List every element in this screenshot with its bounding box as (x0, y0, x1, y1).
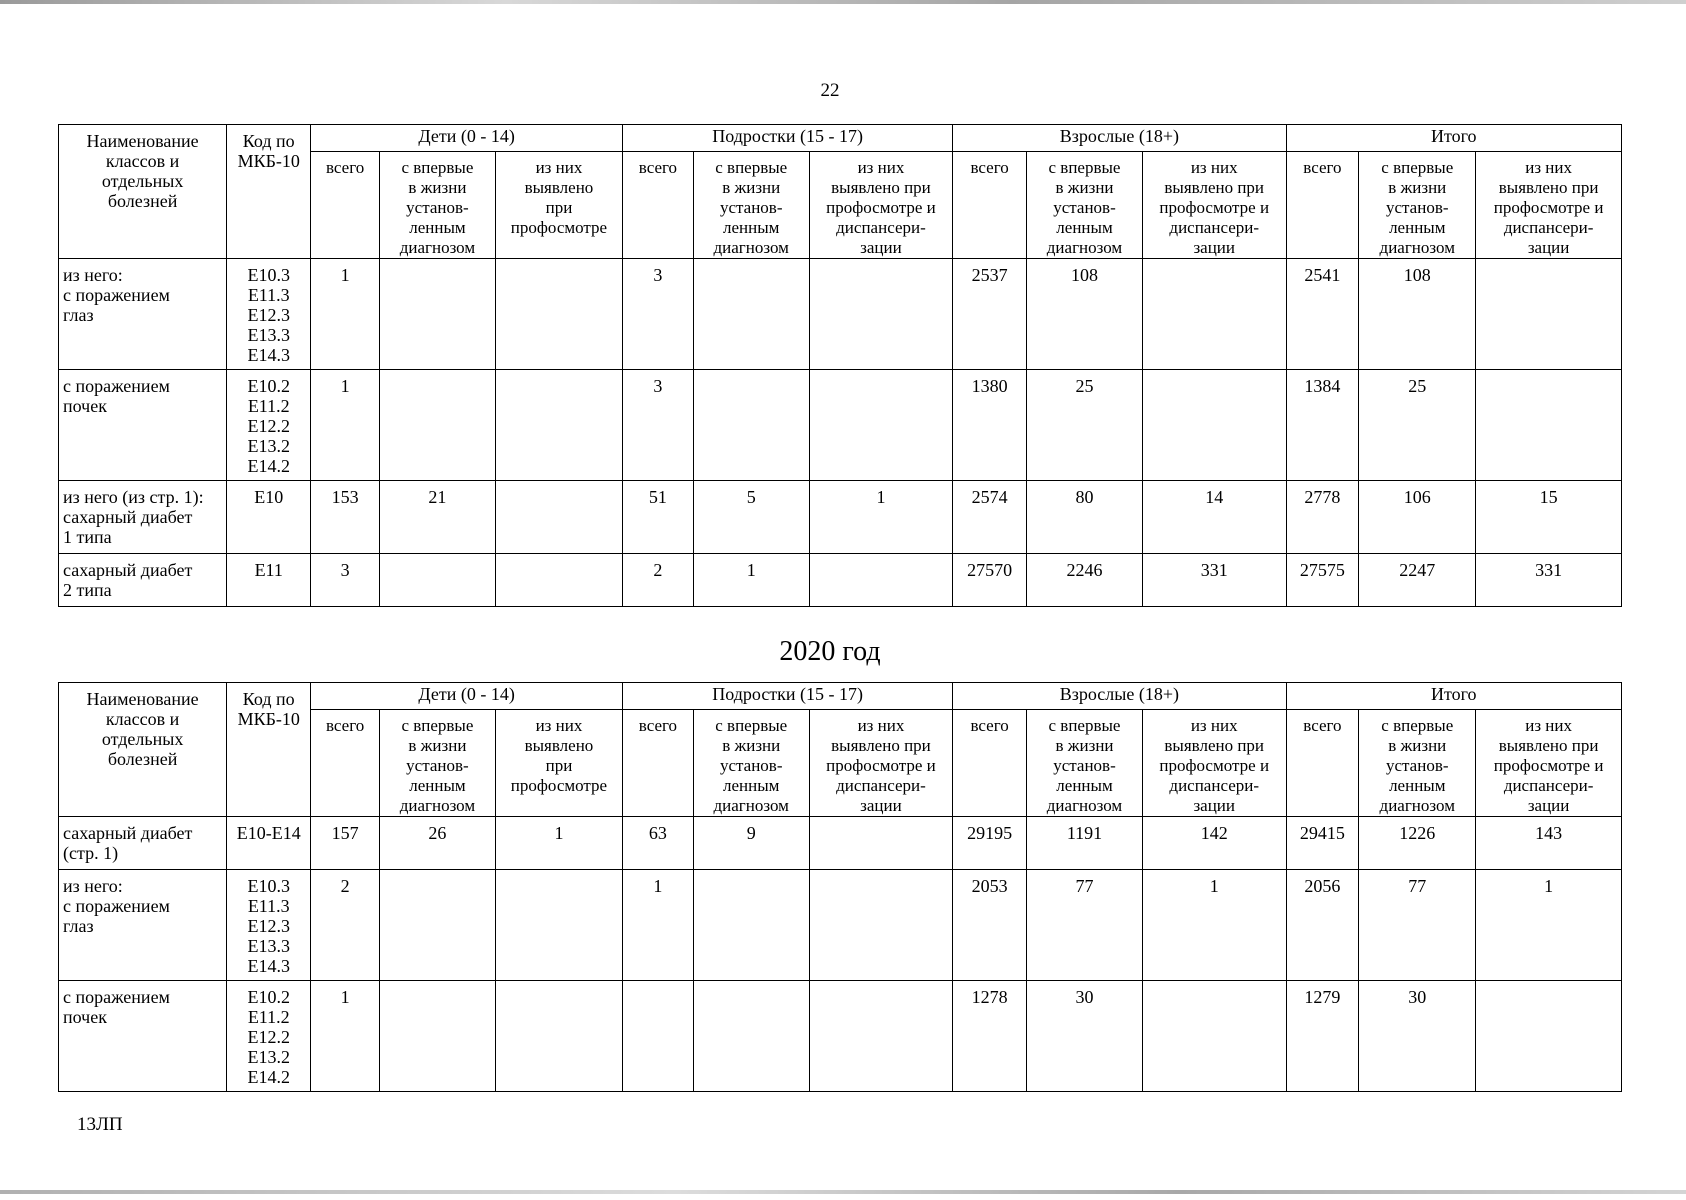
text-line: установ- (1053, 198, 1116, 217)
text-line: ленным (1056, 218, 1113, 237)
header-group-2: Взрослые (18+) (953, 125, 1286, 152)
value-cell (693, 370, 809, 481)
value-cell: 63 (623, 817, 694, 870)
value-cell: 15 (1476, 481, 1622, 554)
value-cell (495, 870, 622, 981)
header-first-diagnosis (1359, 710, 1476, 817)
text-line: E12.3 (247, 916, 290, 936)
value-cell (379, 981, 495, 1092)
value-cell (809, 817, 953, 870)
header-total: всего (1286, 152, 1359, 259)
table-row (59, 870, 1622, 981)
text-line: E10.2 (247, 987, 290, 1007)
text-line: диспансери- (836, 218, 926, 237)
text-line: с поражением (63, 987, 170, 1007)
value-cell (495, 981, 622, 1092)
text-line: E14.3 (247, 956, 290, 976)
text-line: Код по (242, 131, 295, 151)
text-line: с впервые (401, 716, 474, 735)
text-line: почек (63, 396, 107, 416)
text-line: с поражением (63, 376, 170, 396)
text-line: в жизни (408, 178, 467, 197)
text-line: установ- (1053, 756, 1116, 775)
row-code (227, 981, 311, 1092)
text-line: выявлено при (1164, 178, 1265, 197)
value-cell (379, 554, 495, 607)
header-row-groups (59, 683, 1622, 710)
value-cell: 3 (311, 554, 380, 607)
value-cell: 29415 (1286, 817, 1359, 870)
text-line: E14.3 (247, 345, 290, 365)
table-body (59, 259, 1622, 607)
row-code (227, 817, 311, 870)
value-cell: 2 (623, 554, 694, 607)
header-total: всего (953, 710, 1027, 817)
text-line: выявлено (524, 178, 594, 197)
value-cell: 1 (495, 817, 622, 870)
value-cell: 25 (1359, 370, 1476, 481)
text-line: МКБ-10 (237, 709, 300, 729)
text-line: ленным (723, 776, 780, 795)
text-line: сахарный диабет (63, 823, 193, 843)
value-cell (693, 259, 809, 370)
value-cell: 1 (1142, 870, 1286, 981)
text-line: с впервые (401, 158, 474, 177)
value-cell: 2056 (1286, 870, 1359, 981)
value-cell (623, 981, 694, 1092)
value-cell: 1278 (953, 981, 1027, 1092)
header-detected (1476, 152, 1622, 259)
text-line: с впервые (1381, 158, 1454, 177)
row-code (227, 554, 311, 607)
text-line: диагнозом (399, 238, 476, 257)
text-line: E12.2 (247, 1027, 290, 1047)
value-cell (809, 870, 953, 981)
table-row (59, 481, 1622, 554)
header-group-3: Итого (1286, 125, 1622, 152)
table-header (59, 683, 1622, 817)
text-line: E13.2 (247, 436, 290, 456)
value-cell: 1 (809, 481, 953, 554)
value-cell: 108 (1359, 259, 1476, 370)
value-cell (379, 370, 495, 481)
value-cell (809, 554, 953, 607)
value-cell: 2778 (1286, 481, 1359, 554)
value-cell: 51 (623, 481, 694, 554)
table-body (59, 817, 1622, 1092)
text-line: болезней (107, 749, 178, 769)
text-line: E12.3 (247, 305, 290, 325)
text-line: выявлено (524, 736, 594, 755)
value-cell: 108 (1027, 259, 1143, 370)
text-line: диспансери- (1169, 218, 1260, 237)
row-code (227, 259, 311, 370)
text-line: выявлено при (1498, 736, 1599, 755)
row-label (59, 981, 227, 1092)
text-line: зации (1527, 796, 1570, 815)
text-line: профосмотре (510, 776, 608, 795)
text-line: профосмотре и (1159, 198, 1270, 217)
value-cell: 27570 (953, 554, 1027, 607)
scan-edge-top (0, 0, 1686, 4)
page-number: 22 (820, 80, 840, 101)
value-cell: 2541 (1286, 259, 1359, 370)
header-first-diagnosis (379, 152, 495, 259)
text-line: из него: (63, 265, 123, 285)
header-detected (1476, 710, 1622, 817)
text-line: глаз (63, 916, 94, 936)
value-cell (495, 554, 622, 607)
header-row-groups (59, 125, 1622, 152)
row-label (59, 259, 227, 370)
text-line: диагнозом (1379, 238, 1455, 257)
text-line: с впервые (715, 716, 788, 735)
text-line: E11.2 (247, 1007, 290, 1027)
value-cell: 1191 (1027, 817, 1143, 870)
value-cell (693, 981, 809, 1092)
text-line: профосмотре и (826, 198, 936, 217)
header-detected (495, 152, 622, 259)
header-group-1: Подростки (15 - 17) (623, 683, 953, 710)
value-cell (495, 370, 622, 481)
text-line: в жизни (1055, 736, 1114, 755)
value-cell (379, 259, 495, 370)
text-line: 1 типа (63, 527, 112, 547)
value-cell: 77 (1027, 870, 1143, 981)
value-cell: 1384 (1286, 370, 1359, 481)
value-cell: 5 (693, 481, 809, 554)
text-line: E10 (254, 487, 284, 507)
text-line: с впервые (1381, 716, 1454, 735)
row-label (59, 370, 227, 481)
header-group-0: Дети (0 - 14) (311, 683, 623, 710)
value-cell: 157 (311, 817, 380, 870)
value-cell: 3 (623, 370, 694, 481)
text-line: диагнозом (713, 796, 789, 815)
value-cell (379, 870, 495, 981)
value-cell: 1 (311, 370, 380, 481)
text-line: установ- (719, 756, 783, 775)
value-cell: 21 (379, 481, 495, 554)
header-total: всего (953, 152, 1027, 259)
text-line: ленным (409, 218, 466, 237)
header-first-diagnosis (693, 710, 809, 817)
text-line: диспансери- (1169, 776, 1260, 795)
text-line: при (545, 756, 573, 775)
text-line: из них (857, 158, 905, 177)
text-line: в жизни (722, 736, 781, 755)
text-line: в жизни (1388, 736, 1447, 755)
text-line: классов и (105, 709, 180, 729)
text-line: диагнозом (399, 796, 476, 815)
text-line: из него (из стр. 1): (63, 487, 204, 507)
row-label (59, 554, 227, 607)
table-row (59, 981, 1622, 1092)
text-line: диагнозом (713, 238, 789, 257)
text-line: в жизни (1055, 178, 1114, 197)
text-line: установ- (1386, 198, 1449, 217)
value-cell: 30 (1359, 981, 1476, 1092)
text-line: зации (1527, 238, 1570, 257)
section-title: 2020 год (779, 636, 881, 667)
text-line: E11.3 (247, 896, 290, 916)
text-line: E13.3 (247, 325, 290, 345)
table-row (59, 370, 1622, 481)
table-row (59, 554, 1622, 607)
text-line: ленным (1389, 776, 1446, 795)
value-cell (1142, 259, 1286, 370)
text-line: болезней (107, 191, 178, 211)
text-line: установ- (719, 198, 783, 217)
text-line: выявлено при (831, 178, 931, 197)
value-cell: 1 (311, 259, 380, 370)
text-line: ленным (1389, 218, 1446, 237)
text-line: 2 типа (63, 580, 112, 600)
text-line: E14.2 (247, 456, 290, 476)
text-line: сахарный диабет (63, 507, 193, 527)
text-line: профосмотре (510, 218, 608, 237)
text-line: с поражением (63, 896, 170, 916)
scan-edge-bottom (0, 1190, 1686, 1194)
text-line: из них (1525, 158, 1572, 177)
header-total: всего (1286, 710, 1359, 817)
value-cell: 1 (693, 554, 809, 607)
header-first-diagnosis (379, 710, 495, 817)
text-line: классов и (105, 151, 180, 171)
text-line: E13.3 (247, 936, 290, 956)
text-line: E11.2 (247, 396, 290, 416)
text-line: Наименование (86, 689, 199, 709)
text-line: в жизни (1388, 178, 1447, 197)
header-code-cell (227, 125, 311, 259)
text-line: из них (535, 158, 583, 177)
header-total: всего (311, 710, 380, 817)
text-line: (стр. 1) (63, 843, 119, 863)
header-total: всего (623, 152, 694, 259)
text-line: установ- (1386, 756, 1449, 775)
row-code (227, 481, 311, 554)
table-2019 (58, 124, 1622, 607)
text-line: диагнозом (1379, 796, 1455, 815)
value-cell (1142, 370, 1286, 481)
text-line: с впервые (1048, 158, 1121, 177)
header-detected (495, 710, 622, 817)
text-line: выявлено при (1498, 178, 1599, 197)
footer-code: 13ЛП (77, 1114, 123, 1135)
text-line: профосмотре и (1493, 756, 1604, 775)
text-line: диспансери- (836, 776, 926, 795)
text-line: диагнозом (1046, 796, 1123, 815)
value-cell (1476, 981, 1622, 1092)
text-line: E11.3 (247, 285, 290, 305)
header-first-diagnosis (1359, 152, 1476, 259)
value-cell (495, 259, 622, 370)
value-cell: 77 (1359, 870, 1476, 981)
text-line: из них (1190, 158, 1238, 177)
text-line: из него: (63, 876, 123, 896)
value-cell: 1 (1476, 870, 1622, 981)
header-detected (809, 710, 953, 817)
value-cell: 153 (311, 481, 380, 554)
text-line: с поражением (63, 285, 170, 305)
header-first-diagnosis (693, 152, 809, 259)
text-line: из них (1525, 716, 1572, 735)
value-cell: 331 (1142, 554, 1286, 607)
table-header (59, 125, 1622, 259)
text-line: установ- (406, 198, 469, 217)
header-name-cell (59, 683, 227, 817)
text-line: ленным (1056, 776, 1113, 795)
text-line: в жизни (722, 178, 781, 197)
header-total: всего (311, 152, 380, 259)
value-cell (809, 259, 953, 370)
value-cell (1142, 981, 1286, 1092)
text-line: с впервые (1048, 716, 1121, 735)
header-code-cell (227, 683, 311, 817)
text-line: E10.2 (247, 376, 290, 396)
text-line: из них (857, 716, 905, 735)
text-line: выявлено при (831, 736, 931, 755)
text-line: E11 (254, 560, 283, 580)
text-line: профосмотре и (1159, 756, 1270, 775)
text-line: зации (860, 238, 902, 257)
value-cell: 2053 (953, 870, 1027, 981)
text-line: Код по (242, 689, 295, 709)
header-name-cell (59, 125, 227, 259)
value-cell: 143 (1476, 817, 1622, 870)
text-line: диспансери- (1503, 776, 1594, 795)
text-line: в жизни (408, 736, 467, 755)
text-line: E10.3 (247, 265, 290, 285)
value-cell: 2 (311, 870, 380, 981)
row-code (227, 370, 311, 481)
header-group-2: Взрослые (18+) (953, 683, 1286, 710)
table-row (59, 817, 1622, 870)
text-line: профосмотре и (1493, 198, 1604, 217)
row-label (59, 870, 227, 981)
value-cell (693, 870, 809, 981)
header-first-diagnosis (1027, 152, 1143, 259)
value-cell: 106 (1359, 481, 1476, 554)
text-line: установ- (406, 756, 469, 775)
value-cell: 2574 (953, 481, 1027, 554)
text-line: отдельных (101, 729, 184, 749)
text-line: сахарный диабет (63, 560, 193, 580)
text-line: E12.2 (247, 416, 290, 436)
table-2020 (58, 682, 1622, 1092)
value-cell: 2246 (1027, 554, 1143, 607)
value-cell: 1226 (1359, 817, 1476, 870)
text-line: профосмотре и (826, 756, 936, 775)
value-cell (1476, 259, 1622, 370)
header-group-3: Итого (1286, 683, 1622, 710)
text-line: глаз (63, 305, 94, 325)
text-line: при (545, 198, 573, 217)
text-line: с впервые (715, 158, 788, 177)
text-line: из них (535, 716, 583, 735)
row-code (227, 870, 311, 981)
value-cell: 30 (1027, 981, 1143, 1092)
value-cell (809, 981, 953, 1092)
table-row (59, 259, 1622, 370)
value-cell: 2537 (953, 259, 1027, 370)
header-detected (809, 152, 953, 259)
value-cell: 1 (311, 981, 380, 1092)
value-cell: 331 (1476, 554, 1622, 607)
text-line: Наименование (86, 131, 199, 151)
value-cell: 1279 (1286, 981, 1359, 1092)
text-line: выявлено при (1164, 736, 1265, 755)
text-line: E10.3 (247, 876, 290, 896)
row-label (59, 817, 227, 870)
text-line: отдельных (101, 171, 184, 191)
header-total: всего (623, 710, 694, 817)
value-cell: 29195 (953, 817, 1027, 870)
value-cell: 25 (1027, 370, 1143, 481)
text-line: диагнозом (1046, 238, 1123, 257)
text-line: МКБ-10 (237, 151, 300, 171)
value-cell: 27575 (1286, 554, 1359, 607)
header-group-0: Дети (0 - 14) (311, 125, 623, 152)
value-cell: 26 (379, 817, 495, 870)
header-detected (1142, 152, 1286, 259)
value-cell: 1 (623, 870, 694, 981)
value-cell: 9 (693, 817, 809, 870)
text-line: почек (63, 1007, 107, 1027)
value-cell: 1380 (953, 370, 1027, 481)
text-line: зации (860, 796, 902, 815)
text-line: ленным (723, 218, 780, 237)
header-first-diagnosis (1027, 710, 1143, 817)
value-cell (809, 370, 953, 481)
value-cell: 3 (623, 259, 694, 370)
value-cell: 80 (1027, 481, 1143, 554)
header-detected (1142, 710, 1286, 817)
text-line: E14.2 (247, 1067, 290, 1087)
text-line: E13.2 (247, 1047, 290, 1067)
text-line: ленным (409, 776, 466, 795)
value-cell: 14 (1142, 481, 1286, 554)
value-cell (1476, 370, 1622, 481)
text-line: зации (1193, 796, 1235, 815)
text-line: E10-E14 (236, 823, 301, 843)
header-group-1: Подростки (15 - 17) (623, 125, 953, 152)
value-cell (495, 481, 622, 554)
text-line: из них (1190, 716, 1238, 735)
text-line: диспансери- (1503, 218, 1594, 237)
value-cell: 142 (1142, 817, 1286, 870)
row-label (59, 481, 227, 554)
value-cell: 2247 (1359, 554, 1476, 607)
text-line: зации (1193, 238, 1235, 257)
